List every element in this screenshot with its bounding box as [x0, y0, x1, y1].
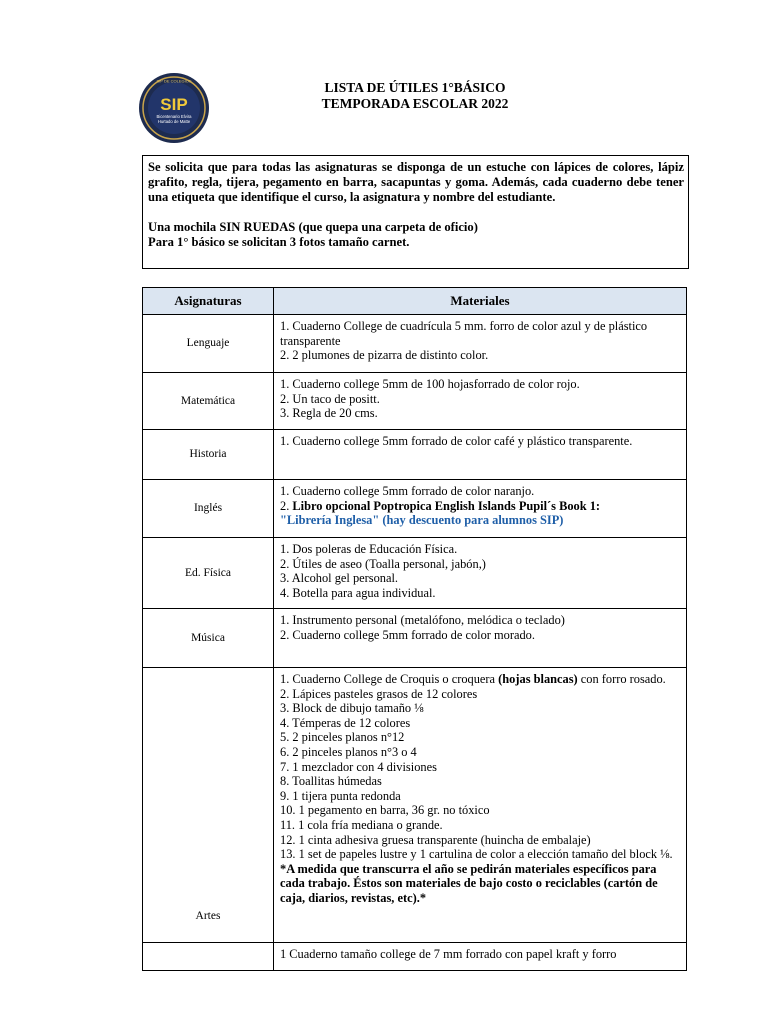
artes-note: *A medida que transcurra el año se pedirán materiales específicos para cada trabajo. Éstos son materiales de bajo costo o reciclables (cartón de caja, diarios, revistas, etc).* — [280, 861, 658, 905]
list-item: 1. Dos poleras de Educación Física. — [280, 542, 458, 556]
list-item: 5. 2 pinceles planos n°12 — [280, 730, 405, 745]
list-item: 1. Cuaderno College de cuadrícula 5 mm. forro de color azul y de plástico transparente — [280, 319, 648, 348]
subject-cell: Inglés — [143, 480, 274, 538]
logo-school-line1: Bicentenario Elvira — [156, 114, 192, 119]
list-item — [280, 672, 680, 687]
title-line-2: TEMPORADA ESCOLAR 2022 — [321, 96, 509, 111]
list-item: 1 Cuaderno tamaño college de 7 mm forrado con papel kraft y forro — [280, 947, 617, 961]
title-line-1: LISTA DE ÚTILES 1°BÁSICO — [324, 80, 506, 95]
list-item: 3. Block de dibujo tamaño ⅛ — [280, 701, 424, 716]
subject-cell: Música — [143, 609, 274, 668]
list-item: 2. Cuaderno college 5mm forrado de color morado. — [280, 627, 535, 642]
logo-ring-text: SIP DE COLEGIOS — [156, 78, 192, 84]
list-item: 11. 1 cola fría mediana o grande. — [280, 817, 443, 832]
column-header-materials: Materiales — [274, 288, 687, 315]
list-item: 2. 2 plumones de pizarra de distinto color. — [280, 348, 489, 363]
logo-school-line2: Hurtado de Matte — [157, 119, 191, 124]
list-item: 8. Toallitas húmedas — [280, 774, 382, 789]
list-item — [280, 499, 680, 514]
table-row — [143, 480, 687, 538]
table-row — [143, 538, 687, 609]
list-item: 13. 1 set de papeles lustre y 1 cartulina de color a elección tamaño del block ⅛. — [280, 847, 673, 862]
subject-cell: Matemática — [143, 373, 274, 430]
materials-table — [142, 287, 687, 971]
subject-cell: Ed. Física — [143, 538, 274, 609]
list-item: 10. 1 pegamento en barra, 36 gr. no tóxico — [280, 803, 490, 818]
intro-photos-line: Para 1° básico se solicitan 3 fotos tamaño carnet. — [148, 235, 410, 249]
intro-paragraph: Se solicita que para todas las asignaturas se disponga de un estuche con lápices de colores, lápiz grafito, regla, tijera, pegamento en barra, sacapuntas y goma. Además, cada cuaderno debe tener una etiqueta que identifique el curso, la asignatura y nombre del estudiante. — [148, 160, 684, 204]
table-row — [143, 430, 687, 480]
item-number: 2. — [280, 498, 293, 513]
materials-cell — [274, 430, 687, 480]
list-item: 6. 2 pinceles planos n°3 o 4 — [280, 744, 417, 759]
logo-acronym: SIP — [160, 95, 188, 114]
item-text: 1. Cuaderno College de Croquis o croquera — [280, 672, 499, 686]
table-row — [143, 609, 687, 668]
item-bold-text: (hojas blancas) — [498, 672, 578, 686]
list-item: 1. Cuaderno college 5mm forrado de color naranjo. — [280, 484, 535, 498]
list-item: 9. 1 tijera punta redonda — [280, 788, 401, 803]
materials-cell — [274, 480, 687, 538]
subject-cell — [143, 943, 274, 971]
list-item: 2. Un taco de positt. — [280, 391, 380, 406]
list-item: 2. Útiles de aseo (Toalla personal, jabón,) — [280, 556, 486, 571]
materials-cell — [274, 373, 687, 430]
list-item: 12. 1 cinta adhesiva gruesa transparente (huincha de embalaje) — [280, 832, 591, 847]
table-row — [143, 315, 687, 373]
list-item: 3. Regla de 20 cms. — [280, 406, 378, 421]
list-item: 3. Alcohol gel personal. — [280, 571, 399, 586]
materials-cell — [274, 609, 687, 668]
list-item: 1. Cuaderno college 5mm de 100 hojasforrado de color rojo. — [280, 377, 580, 391]
list-item: 7. 1 mezclador con 4 divisiones — [280, 759, 437, 774]
materials-cell — [274, 668, 687, 943]
table-row — [143, 943, 687, 971]
table-row — [143, 373, 687, 430]
list-item: 1. Instrumento personal (metalófono, melódica o teclado) — [280, 613, 565, 627]
intro-box — [142, 155, 689, 269]
column-header-subjects: Asignaturas — [143, 288, 274, 315]
item-text: con forro rosado. — [577, 672, 666, 686]
list-item: 1. Cuaderno college 5mm forrado de color café y plástico transparente. — [280, 434, 633, 448]
materials-cell — [274, 315, 687, 373]
table-header-row — [143, 288, 687, 315]
materials-cell — [274, 943, 687, 971]
subject-cell: Lenguaje — [143, 315, 274, 373]
subject-cell: Historia — [143, 430, 274, 480]
list-item: 4. Botella para agua individual. — [280, 585, 436, 600]
subject-cell: Artes — [143, 668, 274, 943]
school-logo — [138, 72, 210, 144]
list-item: 2. Lápices pasteles grasos de 12 colores — [280, 686, 478, 701]
list-item: 4. Témperas de 12 colores — [280, 715, 411, 730]
bookstore-note: "Librería Inglesa" (hay descuento para alumnos SIP) — [280, 513, 564, 528]
page-title — [250, 80, 580, 112]
optional-book-text: Libro opcional Poptropica English Islands Pupil´s Book 1: — [292, 498, 601, 513]
table-row — [143, 668, 687, 943]
intro-backpack-line: Una mochila SIN RUEDAS (que quepa una carpeta de oficio) — [148, 220, 478, 234]
materials-cell — [274, 538, 687, 609]
